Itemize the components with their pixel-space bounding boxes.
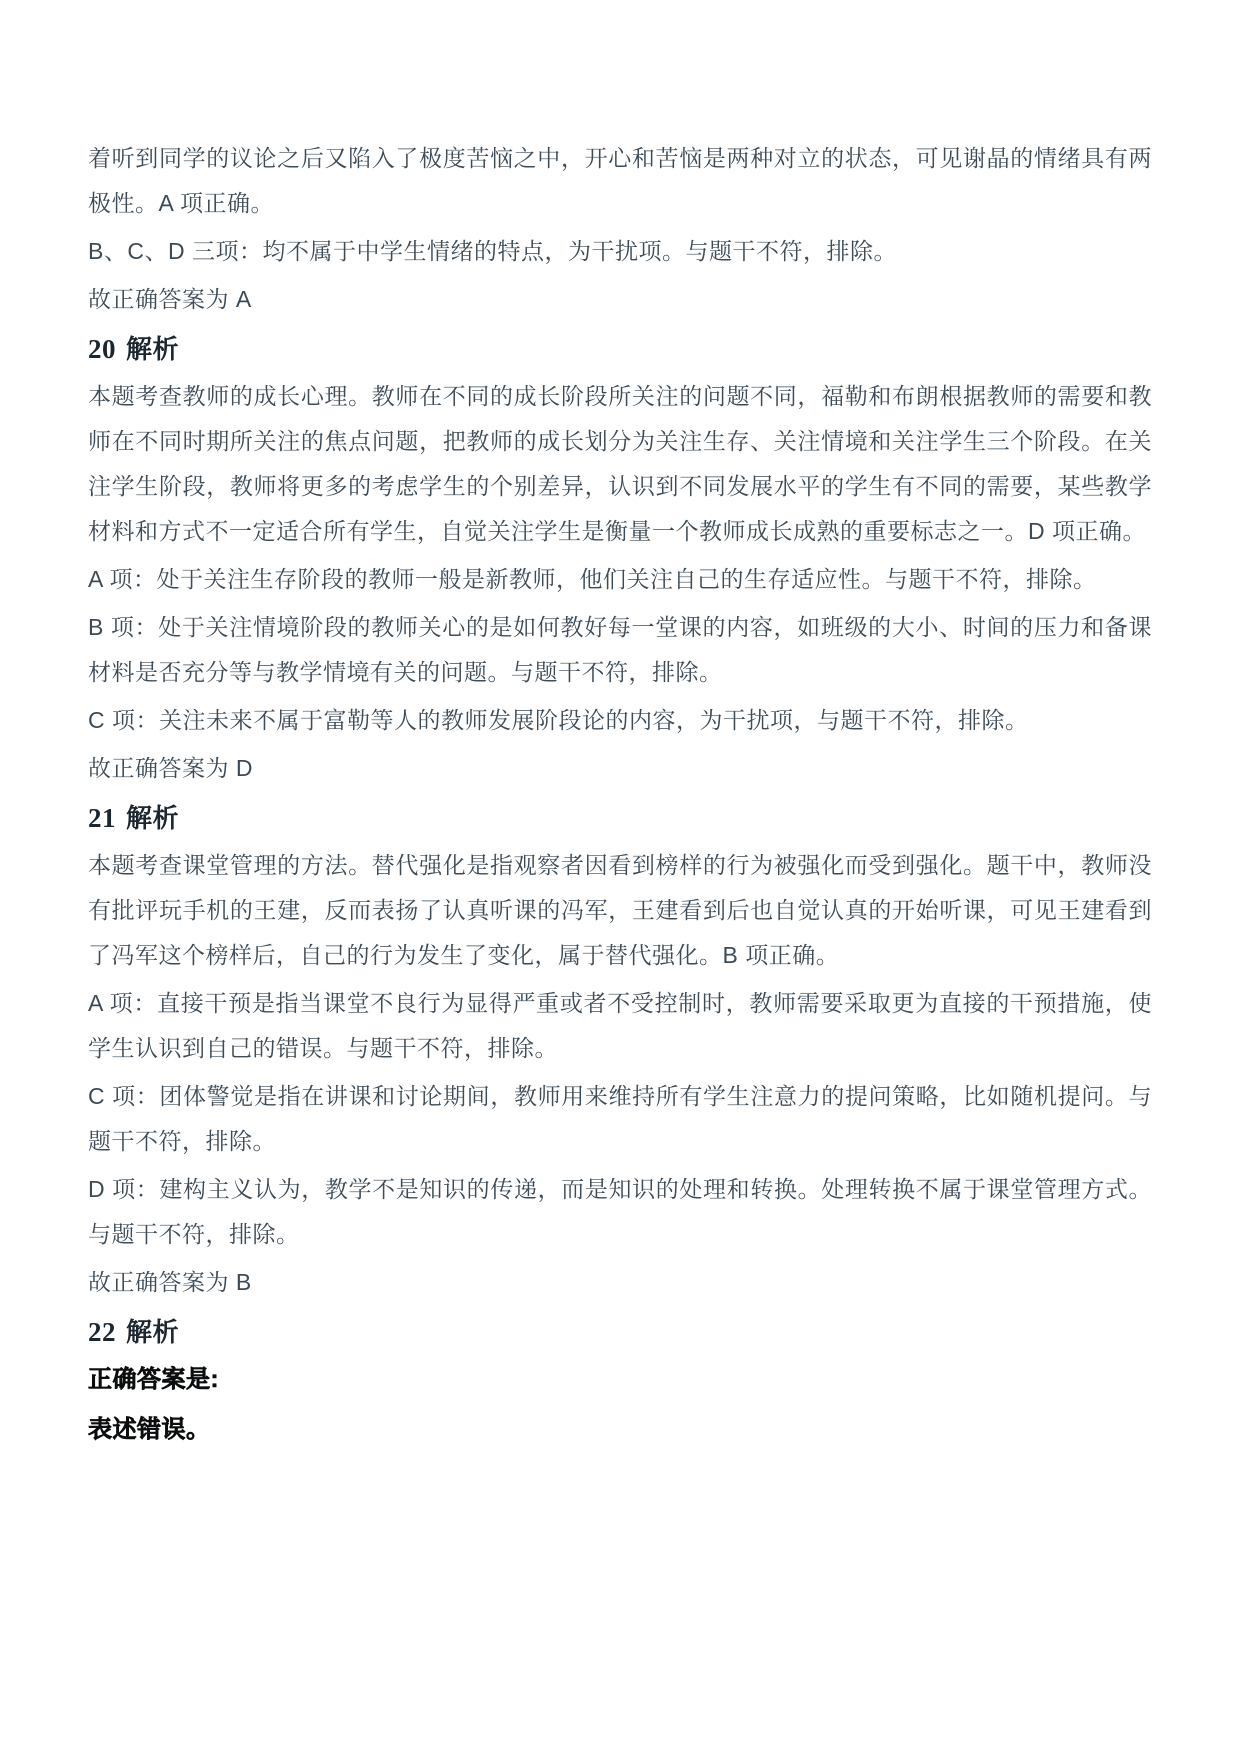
question-20-heading-label: 解析 [126, 334, 180, 364]
question-21-heading [88, 798, 1152, 838]
question-20-number: 20 [88, 334, 116, 364]
solution-21-answer-line: 故正确答案为 B [88, 1269, 252, 1295]
solution-21-option-d-paragraph: D 项：建构主义认为，教学不是知识的传递，而是知识的处理和转换。处理转换不属于课堂管理方式。与题干不符，排除。 [88, 1176, 1152, 1247]
question-22-number: 22 [88, 1317, 116, 1347]
solution-20-option-b-paragraph: B 项：处于关注情境阶段的教师关心的是如何教好每一堂课的内容，如班级的大小、时间的压力和备课材料是否充分等与教学情境有关的问题。与题干不符，排除。 [88, 614, 1152, 685]
solution-20-answer-line: 故正确答案为 D [88, 755, 253, 781]
solution-20-body-paragraph: 本题考查教师的成长心理。教师在不同的成长阶段所关注的问题不同，福勒和布朗根据教师的需要和教师在不同时期所关注的焦点问题，把教师的成长划分为关注生存、关注情境和关注学生三个阶段。在关注学生阶段，教师将更多的考虑学生的个别差异，认识到不同发展水平的学生有不同的需要，某些教学材料和方式不一定适合所有学生，自觉关注学生是衡量一个教师成长成熟的重要标志之一。D 项正确。 [88, 383, 1152, 544]
solution-19-body-paragraph: 着听到同学的议论之后又陷入了极度苦恼之中，开心和苦恼是两种对立的状态，可见谢晶的情绪具有两极性。A 项正确。 [88, 145, 1152, 216]
solution-22-correct-answer-label: 正确答案是: [88, 1366, 219, 1393]
solution-19-answer-line: 故正确答案为 A [88, 286, 252, 312]
solution-22-statement-wrong-line: 表述错误。 [88, 1416, 211, 1443]
question-22-heading [88, 1312, 1152, 1352]
question-21-number: 21 [88, 803, 116, 833]
solution-21-body-paragraph: 本题考查课堂管理的方法。替代强化是指观察者因看到榜样的行为被强化而受到强化。题干中，教师没有批评玩手机的王建，反而表扬了认真听课的冯军，王建看到后也自觉认真的开始听课，可见王建看到了冯军这个榜样后，自己的行为发生了变化，属于替代强化。B 项正确。 [88, 852, 1152, 968]
solution-21-option-a-paragraph: A 项：直接干预是指当课堂不良行为显得严重或者不受控制时，教师需要采取更为直接的干预措施，使学生认识到自己的错误。与题干不符，排除。 [88, 990, 1152, 1061]
question-20-heading [88, 329, 1152, 369]
question-21-heading-label: 解析 [126, 803, 180, 833]
solution-19-options-paragraph: B、C、D 三项：均不属于中学生情绪的特点，为干扰项。与题干不符，排除。 [88, 238, 897, 264]
question-22-heading-label: 解析 [126, 1317, 180, 1347]
solution-21-option-c-paragraph: C 项：团体警觉是指在讲课和讨论期间，教师用来维持所有学生注意力的提问策略，比如随机提问。与题干不符，排除。 [88, 1083, 1152, 1154]
solution-20-option-a-paragraph: A 项：处于关注生存阶段的教师一般是新教师，他们关注自己的生存适应性。与题干不符，排除。 [88, 566, 1097, 592]
solution-20-option-c-paragraph: C 项：关注未来不属于富勒等人的教师发展阶段论的内容，为干扰项，与题干不符，排除。 [88, 707, 1029, 733]
